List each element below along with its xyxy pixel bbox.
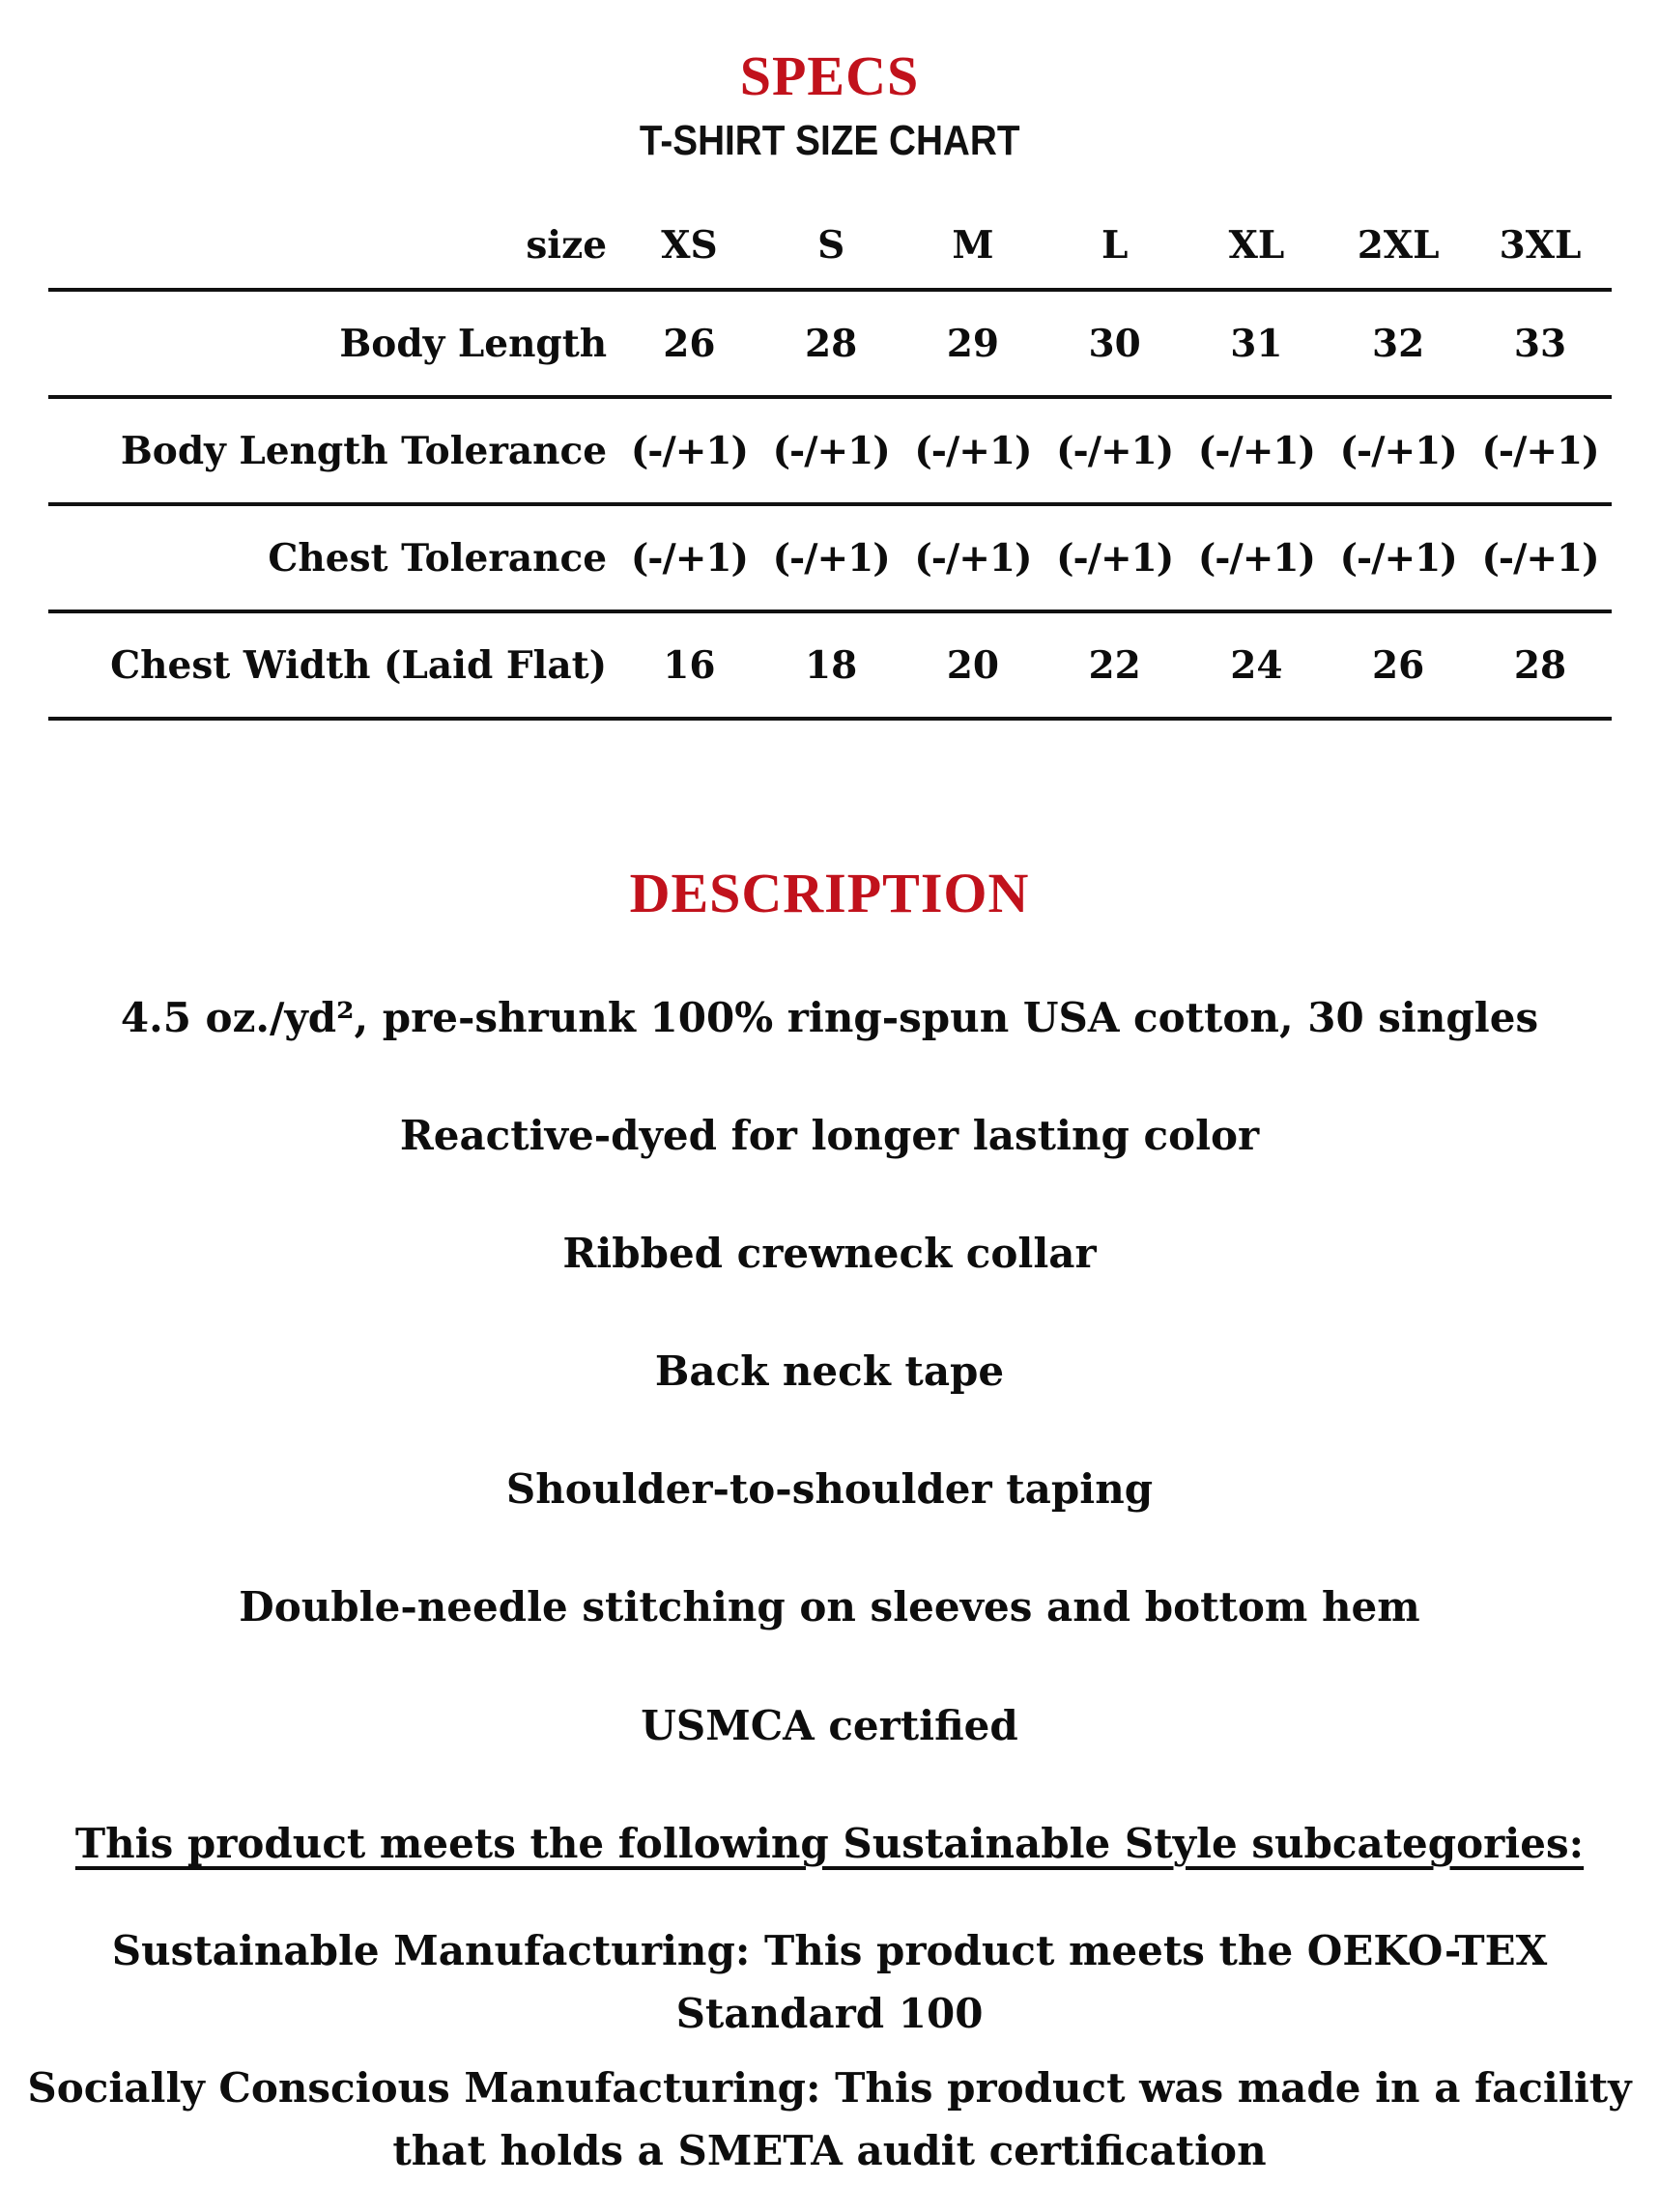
cell: (-/+1): [1044, 504, 1186, 611]
cell: 22: [1044, 611, 1186, 719]
feature-double-needle: Double-needle stitching on sleeves and bottom hem: [239, 1583, 1420, 1631]
header-cell-xl: XL: [1186, 203, 1328, 290]
cell: 28: [1470, 611, 1612, 719]
feature-ribbed-collar: Ribbed crewneck collar: [562, 1230, 1097, 1278]
cell: (-/+1): [618, 504, 760, 611]
cell: (-/+1): [1044, 397, 1186, 504]
table-row-chest-tolerance: [48, 504, 1612, 611]
table-row-chest-width: [48, 611, 1612, 719]
cell: 33: [1470, 290, 1612, 397]
size-chart-header-row: [48, 203, 1612, 290]
header-cell-s: S: [760, 203, 902, 290]
feature-back-neck-tape: Back neck tape: [654, 1347, 1005, 1396]
header-cell-xs: XS: [618, 203, 760, 290]
cell: 16: [618, 611, 760, 719]
cell: (-/+1): [618, 397, 760, 504]
table-row-body-length-tolerance: [48, 397, 1612, 504]
cell: 18: [760, 611, 902, 719]
cell: 31: [1186, 290, 1328, 397]
cell: (-/+1): [1328, 397, 1470, 504]
specs-heading: SPECS: [739, 44, 920, 107]
cell: (-/+1): [902, 397, 1044, 504]
cell: (-/+1): [760, 504, 902, 611]
cell: 20: [902, 611, 1044, 719]
cell: (-/+1): [1186, 504, 1328, 611]
feature-usmca: USMCA certified: [641, 1701, 1018, 1749]
header-cell-l: L: [1044, 203, 1186, 290]
cell: (-/+1): [1470, 397, 1612, 504]
cell: 26: [618, 290, 760, 397]
size-chart-subtitle-text: T-SHIRT SIZE CHART: [639, 117, 1020, 164]
cell: (-/+1): [1186, 397, 1328, 504]
certification-socially-conscious-manufacturing: Socially Conscious Manufacturing: This product was made in a facility that holds a SMETA audit certification: [27, 2063, 1632, 2175]
size-chart-subtitle: [0, 117, 1659, 164]
table-row-body-length: [48, 290, 1612, 397]
cell: (-/+1): [760, 397, 902, 504]
cell: 24: [1186, 611, 1328, 719]
certification-sustainable-manufacturing: Sustainable Manufacturing: This product meets the OEKO-TEX Standard 100: [111, 1926, 1548, 2037]
size-chart-table: [48, 203, 1612, 721]
header-cell-m: M: [902, 203, 1044, 290]
cell: (-/+1): [1470, 504, 1612, 611]
cell: 29: [902, 290, 1044, 397]
sustainable-style-subheading: [0, 1819, 1659, 1867]
header-cell-2xl: 2XL: [1328, 203, 1470, 290]
row-label: Chest Width (Laid Flat): [48, 611, 619, 719]
cell: 32: [1328, 290, 1470, 397]
cell: (-/+1): [902, 504, 1044, 611]
cell: 30: [1044, 290, 1186, 397]
cell: (-/+1): [1328, 504, 1470, 611]
cell: 26: [1328, 611, 1470, 719]
header-cell-size: size: [48, 203, 619, 290]
feature-reactive-dyed: Reactive-dyed for longer lasting color: [399, 1112, 1260, 1160]
sustainable-style-subheading-text: This product meets the following Sustainable Style subcategories:: [74, 1819, 1585, 1867]
cell: 28: [760, 290, 902, 397]
row-label: Body Length: [48, 290, 619, 397]
row-label: Body Length Tolerance: [48, 397, 619, 504]
feature-shoulder-taping: Shoulder-to-shoulder taping: [505, 1465, 1154, 1514]
description-heading: DESCRIPTION: [629, 862, 1030, 924]
feature-fabric: 4.5 oz./yd², pre-shrunk 100% ring-spun USA cotton, 30 singles: [120, 994, 1539, 1041]
row-label: Chest Tolerance: [48, 504, 619, 611]
header-cell-3xl: 3XL: [1470, 203, 1612, 290]
